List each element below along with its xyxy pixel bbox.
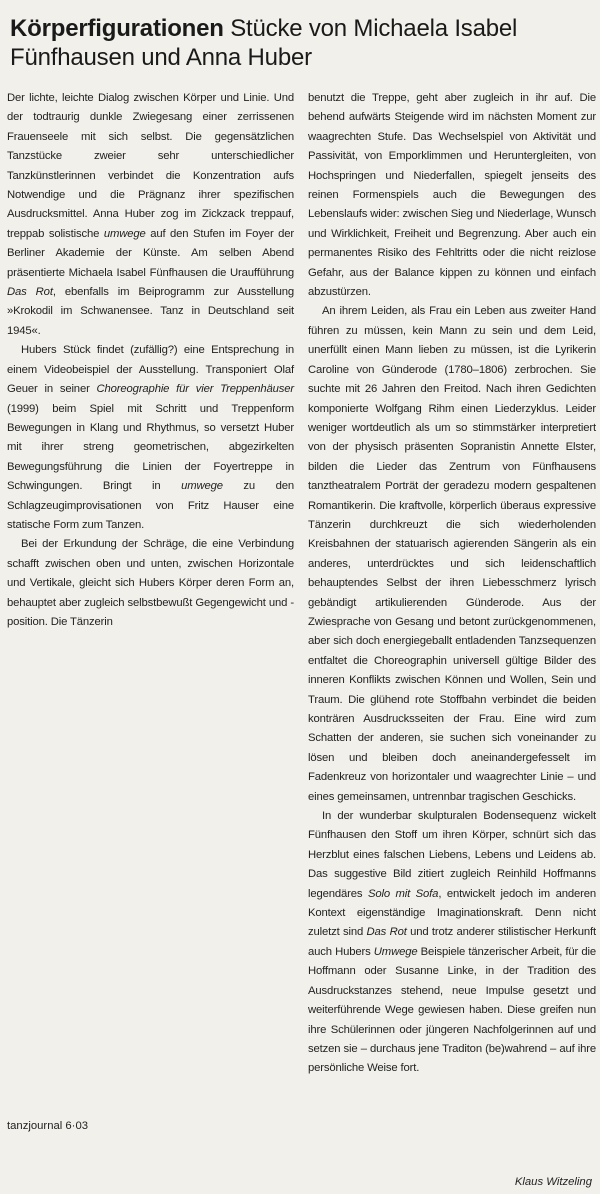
left-paragraph-1: Der lichte, leichte Dialog zwischen Körper und Linie. Und der todtraurig dunkle Zwiegesang einer zerrissenen Frauenseele mit sich selbst. Die gegensätzlichen Tanzstücke zweier sehr unterschiedlicher Tanzkünstlerinnen verbindet die Konzentration aufs Notwendige und die Prägnanz ihrer spezifischen Ausdrucksmittel. Anna Huber zog im Zickzack treppauf, treppab solistische umwege auf den Stufen im Foyer der Berliner Akademie der Künste. Am selben Abend präsentierte Michaela Isabel Fünfhausen die Uraufführung Das Rot, ebenfalls im Beiprogramm zur Ausstellung »Krokodil im Schwanensee. Tanz in Deutschland seit 1945«.	[7, 92, 294, 337]
left-paragraph-3: Bei der Erkundung der Schräge, die eine Verbindung schafft zwischen oben und unten, zwischen Horizontale und Vertikale, gleicht sich Hubers Körper deren Form an, behauptet aber zugleich selbstbewußt Gegengewicht und -position. Die Tänzerin	[7, 538, 294, 628]
right-column	[308, 89, 596, 1079]
right-paragraph-2: An ihrem Leiden, als Frau ein Leben aus zweiter Hand führen zu müssen, kein Mann zu sein und dem Leid, unerfüllt einen Mann lieben zu müssen, ist die Lyrikerin Caroline von Günderode (1780–1806) zerbrochen. Sie suchte mit 26 Jahren den Freitod. Nach ihren Gedichten komponierte Wolfgang Rihm einen Liederzyklus. Leider weniger wortdeutlich als um so stimmstärker interpretiert von der physisch präsenten Sopranistin Annette Elster, bilden die Lieder das Zentrum von Fünfhausens tanztheatralem Porträt der geradezu modern gespaltenen Romantikerin. Die kraftvolle, körperlich überaus expressive Tänzerin durchkreuzt die sich wiederholenden Kreisbahnen der statuarisch agierenden Sängerin als ein anderes, unterdrücktes und sich leidenschaftlich behauptendes Selbst der ihren Liebesschmerz lyrisch gebändigt artikulierenden Günderode. Aus der Zwiesprache von Gesang und betont zurückgenommenen, aber sich doch energiegeballt entladenden Tanzsequenzen entfaltet die Choreographin universell gültige Bilder des inneren Konflikts zwischen Können und Wollen, Sein und Traum. Die glühend rote Stoffbahn verbindet die beiden konträren Ausdrucksseiten der Frau. Eine wird zum Schatten der anderen, sie suchen sich voneinander zu lösen und bleiben doch aneinandergefesselt im Fadenkreuz von horizontaler und waagrechter Linie – und eines gemeinsamen, untrennbar tragischen Geschicks.	[308, 305, 596, 803]
author-name: Klaus Witzeling	[514, 1176, 592, 1188]
right-paragraph-3: In der wunderbar skulpturalen Bodensequenz wickelt Fünfhausen den Stoff um ihren Körper, schnürt sich das Herzblut eines falschen Liebens, Lebens und Leidens ab. Das suggestive Bild zitiert zugleich Reinhild Hoffmanns legendäres Solo mit Sofa, entwickelt jedoch im anderen Kontext eigenständige Imaginationskraft. Denn nicht zuletzt sind Das Rot und trotz anderer stilistischer Herkunft auch Hubers Umwege Beispiele tänzerischer Arbeit, für die Hoffmann oder Susanne Linke, in der Tradition des Ausdruckstanzes stehend, neue Impulse gesetzt und weiterführende Wege gewiesen haben. Diese greifen nun ihre Schülerinnen oder jüngeren Nachfolgerinnen auf und setzen sie – durchaus jene Traditon (be)wahrend – auf ihre persönliche Weise fort.	[308, 810, 596, 1075]
right-paragraph-1: benutzt die Treppe, geht aber zugleich in ihr auf. Die behend aufwärts Steigende wird im nächsten Moment zur waagrechten Stufe. Das Wechselspiel von Aktivität und Passivität, von Emporklimmen und Heruntergleiten, von Hochspringen und Niederfallen, spiegelt jenseits des reinen Formenspiels auch die Bewegungen des Lebenslaufs wider: zwischen Sieg und Niederlage, Wunsch und Wirklichkeit, Freiheit und Begrenzung. Aber auch ein permanentes Risiko des Fehltritts oder die nicht reizlose Gefahr, aus der Balance kippen zu können und einfach abzustürzen.	[308, 92, 596, 299]
source-citation: tanzjournal 6·03	[7, 1120, 89, 1132]
left-paragraph-2: Hubers Stück findet (zufällig?) eine Entsprechung in einem Videobeispiel der Ausstellung. Transponiert Olaf Geuer in seiner Choreographie für vier Treppenhäuser (1999) beim Spiel mit Schritt und Treppenform Bewegungen in Klang und Rhythmus, so versetzt Huber mit ihrer streng geometrischen, abgezirkelten Bewegungsführung die Linien der Foyertreppe in Schwingungen. Bringt in umwege zu den Schlagzeugimprovisationen von Fritz Hauser eine statische Form zum Tanzen.	[7, 344, 295, 531]
headline-title: Körperfigurationen	[10, 15, 224, 42]
left-column	[7, 89, 294, 632]
article-headline	[10, 14, 590, 72]
headline-subtitle: Stücke von Michaela Isabel Fünfhausen und Anna Huber	[10, 15, 518, 71]
